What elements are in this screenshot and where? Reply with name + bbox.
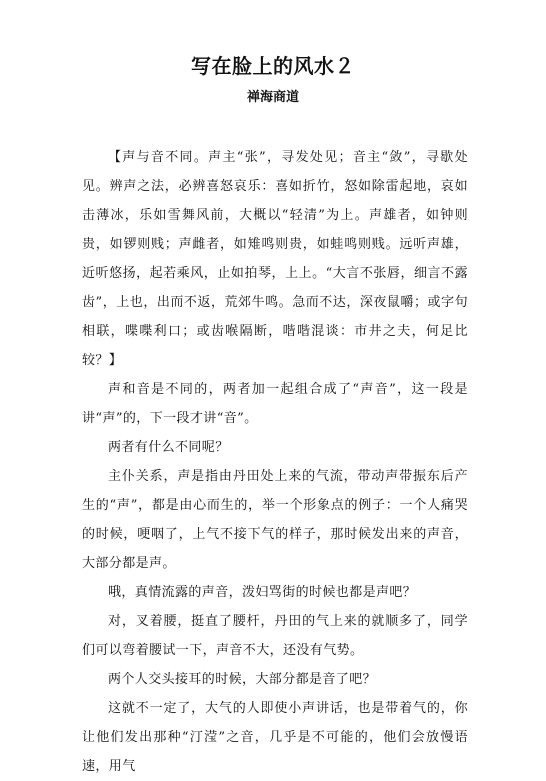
paragraph-7: 两个人交头接耳的时候，大部分都是音了吧？: [108, 672, 377, 687]
paragraph-2: 声和音是不同的，两者加一起组合成了“声音”，这一段是讲“声”的，下一段才讲“音”。: [82, 382, 468, 426]
document-title: 写在脸上的风水２: [191, 54, 355, 78]
paragraph-3: 两者有什么不同呢？: [108, 440, 229, 455]
paragraph-1: 【声与音不同。声主“张”，寻发处见；音主“敛”，寻歇处见。辨声之法，必辨喜怒哀乐：喜如折竹，怒如除雷起地，哀如击薄冰，乐如雪舞风前，大概以“轻清”为上。声雄者，如钟则贵，如锣则贱；声雌者，如雉鸣则贵，如蛙鸣则贱。远听声雄，近听悠扬，起若乘风，止如拍琴，上上。“大言不张唇，细言不露齿”，上也，出而不返，荒郊牛鸣。急而不达，深夜鼠嚼；或字句相联，喋喋利口；或齿喉隔断，喈喈混谈：市井之夫，何足比较？】: [82, 150, 468, 368]
paragraph-8: 这就不一定了，大气的人即使小声讲话，也是带着气的，你让他们发出那种“汀滢”之音，几乎是不可能的，他们会放慢语速，用气: [82, 701, 468, 774]
paragraph-4: 主仆关系，声是指由丹田处上来的气流，带动声带振东后产生的“声”，都是由心而生的，举一个形象点的例子：一个人痛哭的时候，哽咽了，上气不接下气的样子，那时候发出来的声音，大部分都是声。: [82, 469, 468, 571]
paragraph-5: 哦，真情流露的声音，泼妇骂街的时候也都是声吧？: [108, 585, 417, 600]
document-author: 禅海商道: [246, 90, 299, 105]
paragraph-6: 对，叉着腰，挺直了腰杆，丹田的气上来的就顺多了，同学们可以弯着腰试一下，声音不大，还没有气势。: [82, 614, 468, 658]
document-body: [82, 143, 468, 781]
